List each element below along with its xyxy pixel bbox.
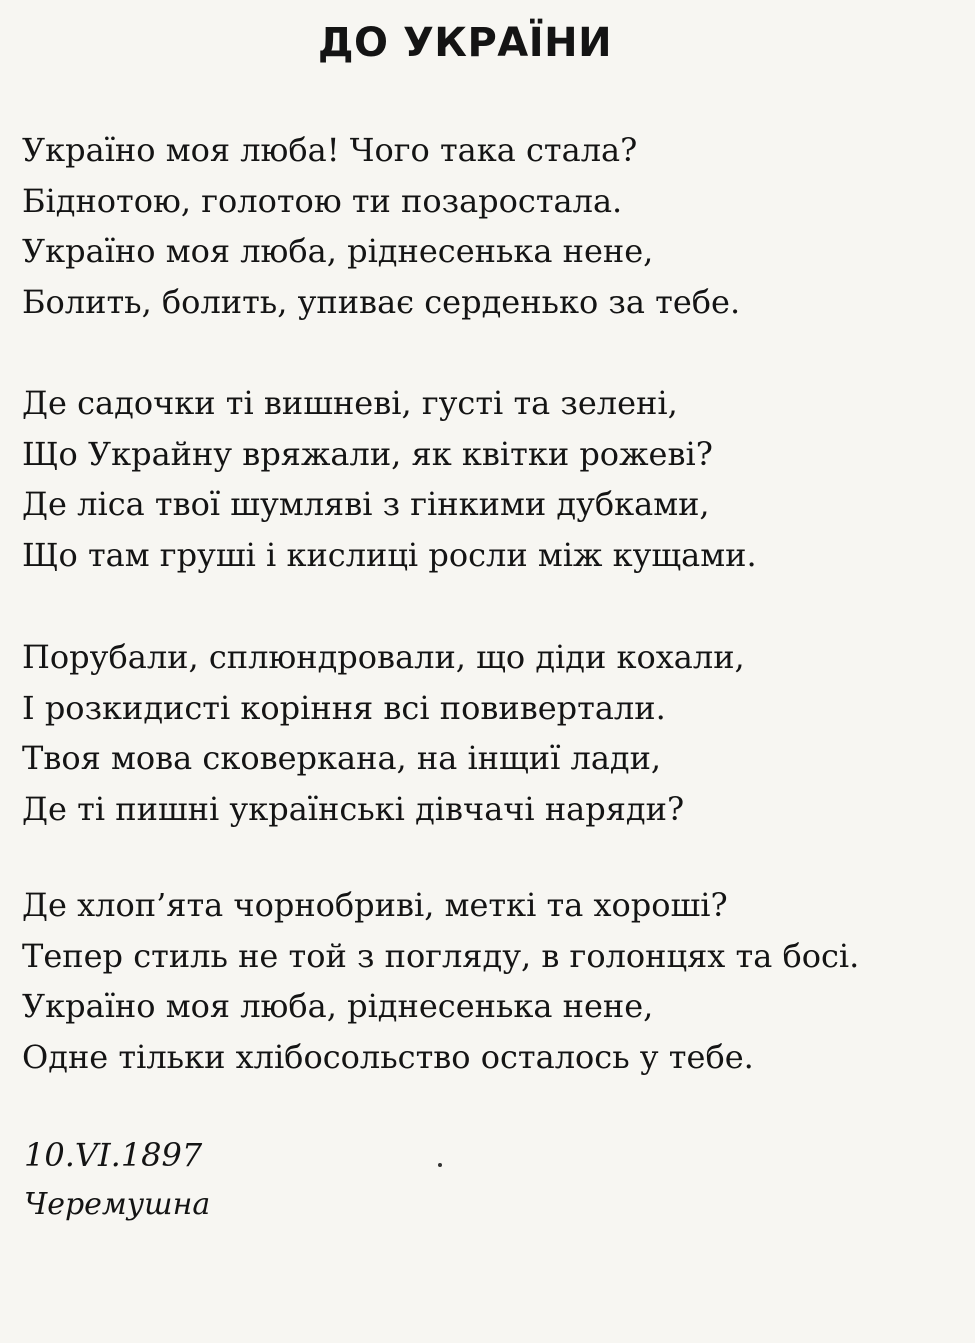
- stanza-2: [22, 378, 757, 580]
- poem-line: Біднотою, голотою ти позаростала.: [22, 181, 623, 220]
- poem-title: ДО УКРАЇНИ: [317, 20, 613, 66]
- poem-date: 10.VI.1897: [24, 1136, 203, 1174]
- poem-line: І розкидисті коріння всі повивертали.: [22, 688, 666, 727]
- poem-line: Тепер стиль не той з погляду, в голонцях та босі.: [22, 936, 860, 975]
- poem-line: Де садочки ті вишневі, густі та зелені,: [22, 384, 678, 422]
- poem-line: Порубали, сплюндровали, що діди кохали,: [22, 638, 745, 676]
- poem-line: Що Украйну вряжали, як квітки рожеві?: [22, 434, 713, 473]
- poem-line: Де ті пишні українські дівчачі наряди?: [22, 789, 685, 828]
- stanza-4: [22, 880, 859, 1082]
- stanza-3: [22, 632, 745, 834]
- poem-line: Твоя мова сковеркана, на інщиї лади,: [22, 739, 662, 777]
- stanza-1: [22, 125, 740, 327]
- poem-line: Одне тільки хлібосольство осталось у тебе.: [22, 1037, 754, 1076]
- poem-line: Болить, болить, упиває серденько за тебе.: [22, 282, 741, 321]
- poem-line: Україно моя люба! Чого така стала?: [22, 131, 638, 169]
- poem-line: Де хлоп’ята чорнобриві, меткі та хороші?: [22, 886, 728, 924]
- poem-line: Україно моя люба, ріднесенька нене,: [22, 232, 654, 270]
- poem-signature: [24, 1130, 210, 1230]
- poem-place: Черемушна: [24, 1187, 211, 1222]
- ink-dot: [438, 1163, 442, 1167]
- poem-line: Де ліса твої шумляві з гінкими дубками,: [22, 485, 710, 523]
- poem-line: Що там груші і кислиці росли між кущами.: [22, 535, 757, 574]
- poem-line: Україно моя люба, ріднесенька нене,: [22, 987, 654, 1025]
